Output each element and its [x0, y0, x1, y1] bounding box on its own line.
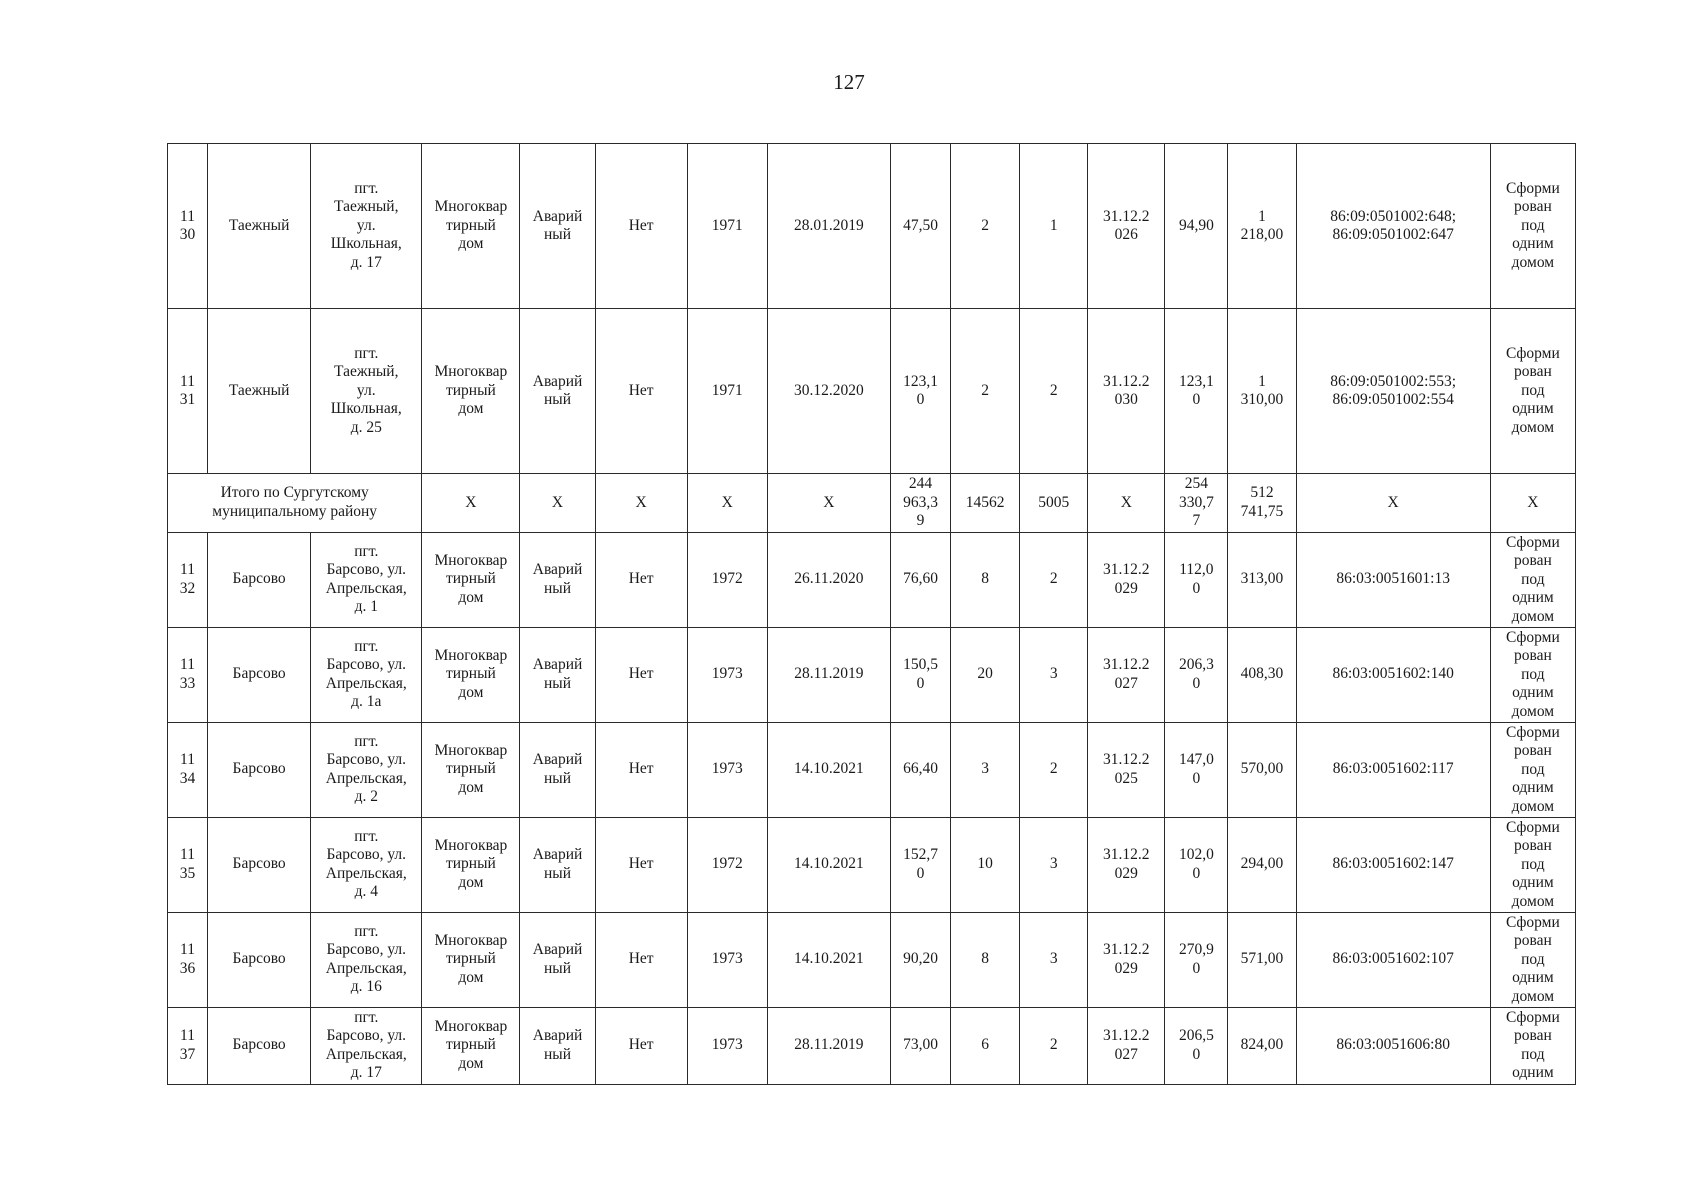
cell-area2: [1165, 627, 1228, 722]
cell-status-text: Аварий ный: [532, 656, 583, 692]
cell-area: [890, 722, 950, 817]
page-number: 127: [833, 70, 865, 94]
cell-year: [687, 627, 767, 722]
cell-id-text: 11 33: [179, 656, 196, 692]
cell-status: [520, 817, 595, 912]
cell-deadline: [1088, 817, 1165, 912]
cell-note: [1490, 722, 1575, 817]
cell-address: [311, 144, 422, 309]
cell-note: [1490, 912, 1575, 1007]
cell-deadline: [1088, 1007, 1165, 1084]
cell-note-text: Сформи рован под одним домом: [1506, 533, 1560, 625]
cell-deadline-text: 31.12.2 029: [1103, 561, 1150, 597]
cell-note-text: Сформи рован под одним домом: [1506, 628, 1560, 720]
cell-flag: [595, 912, 687, 1007]
cell-cadastral-text: 86:03:0051602:147: [1332, 855, 1454, 873]
cell-status-text: Аварий ный: [532, 751, 583, 787]
cell-date-text: 14.10.2021: [794, 855, 864, 873]
cell-address: [311, 627, 422, 722]
cell-cost-text: 1 310,00: [1240, 372, 1284, 408]
table-row: [168, 817, 1576, 912]
cell-id: [168, 532, 208, 627]
cell-status: [520, 309, 595, 474]
cell-address-text: пгт. Таежный, ул. Школьная, д. 17: [330, 179, 402, 271]
cell-count: [1020, 1007, 1088, 1084]
cell-date: [767, 532, 890, 627]
cell-cost-text: 571,00: [1240, 950, 1284, 968]
cell-note: [1490, 1007, 1575, 1084]
cell-area2: [1165, 309, 1228, 474]
cell-area2-text: 206,5 0: [1178, 1027, 1214, 1063]
cell-area: [890, 309, 950, 474]
cell-year-text: 1973: [711, 760, 743, 778]
cell-note: [1490, 144, 1575, 309]
cell-area: [890, 532, 950, 627]
cell-residents-text: 20: [977, 665, 993, 683]
cell-settlement-text: Барсово: [232, 950, 286, 968]
cell-type: [422, 817, 520, 912]
total-cadastral: X: [1296, 474, 1490, 533]
cell-area2: [1165, 817, 1228, 912]
cell-year: [687, 817, 767, 912]
cell-settlement-text: Барсово: [232, 1036, 286, 1054]
cell-cost-text: 1 218,00: [1240, 207, 1284, 243]
cell-id: [168, 817, 208, 912]
cell-settlement: [208, 309, 311, 474]
cell-area2: [1165, 144, 1228, 309]
cell-type-text: Многоквар тирный дом: [434, 1017, 508, 1072]
cell-settlement-text: Таежный: [228, 216, 290, 234]
cell-count: [1020, 722, 1088, 817]
cell-residents-text: 6: [981, 1036, 989, 1054]
cell-flag-text: Нет: [628, 381, 654, 399]
cell-residents-text: 10: [977, 855, 993, 873]
cell-cadastral: [1296, 309, 1490, 474]
cell-cost: [1228, 722, 1296, 817]
cell-count: [1020, 912, 1088, 1007]
cell-area2: [1165, 1007, 1228, 1084]
cell-settlement-text: Барсово: [232, 855, 286, 873]
cell-flag-text: Нет: [628, 760, 654, 778]
cell-date-text: 14.10.2021: [794, 950, 864, 968]
cell-note: [1490, 817, 1575, 912]
cell-count: [1020, 627, 1088, 722]
cell-flag-text: Нет: [628, 855, 654, 873]
cell-note-text: Сформи рован под одним домом: [1506, 179, 1560, 271]
cell-address-text: пгт. Барсово, ул. Апрельская, д. 1: [325, 542, 407, 615]
cell-residents: [951, 309, 1020, 474]
cell-deadline: [1088, 144, 1165, 309]
cell-address-text: пгт. Барсово, ул. Апрельская, д. 2: [325, 732, 407, 805]
cell-status: [520, 722, 595, 817]
cell-date-text: 14.10.2021: [794, 760, 864, 778]
cell-id-text: 11 37: [179, 1027, 196, 1063]
table-row: [168, 309, 1576, 474]
cell-cost: [1228, 309, 1296, 474]
cell-cost-text: 570,00: [1240, 760, 1284, 778]
cell-cost-text: 824,00: [1240, 1036, 1284, 1054]
cell-flag-text: Нет: [628, 216, 654, 234]
cell-id-text: 11 32: [179, 561, 196, 597]
cell-cost: [1228, 1007, 1296, 1084]
cell-address-text: пгт. Таежный, ул. Школьная, д. 25: [330, 344, 402, 436]
housing-registry-table: [167, 143, 1576, 1085]
cell-date: [767, 722, 890, 817]
cell-year: [687, 309, 767, 474]
cell-id: [168, 912, 208, 1007]
cell-type-text: Многоквар тирный дом: [434, 551, 508, 606]
cell-count: [1020, 309, 1088, 474]
cell-count-text: 2: [1049, 381, 1058, 399]
cell-area2: [1165, 722, 1228, 817]
cell-flag-text: Нет: [628, 665, 654, 683]
cell-type-text: Многоквар тирный дом: [434, 741, 508, 796]
total-row: [168, 474, 1576, 533]
cell-area: [890, 627, 950, 722]
cell-year: [687, 144, 767, 309]
cell-count-text: 2: [1049, 760, 1058, 778]
cell-cadastral-text: 86:03:0051602:107: [1332, 950, 1454, 968]
cell-area-text: 123,1 0: [903, 372, 938, 408]
cell-cadastral: [1296, 627, 1490, 722]
cell-status-text: Аварий ный: [532, 207, 583, 243]
cell-residents: [951, 912, 1020, 1007]
cell-id-text: 11 30: [179, 207, 196, 243]
cell-settlement: [208, 532, 311, 627]
total-flag: X: [595, 474, 687, 533]
cell-cadastral: [1296, 1007, 1490, 1084]
total-cost: 512 741,75: [1228, 474, 1296, 533]
cell-note-text: Сформи рован под одним домом: [1506, 818, 1560, 910]
cell-id: [168, 309, 208, 474]
cell-deadline: [1088, 309, 1165, 474]
cell-settlement: [208, 817, 311, 912]
total-area: 244 963,3 9: [890, 474, 950, 533]
cell-date: [767, 627, 890, 722]
cell-address-text: пгт. Барсово, ул. Апрельская, д. 4: [325, 827, 407, 900]
cell-status-text: Аварий ный: [532, 372, 583, 408]
cell-area2-text: 147,0 0: [1178, 751, 1214, 787]
cell-cadastral: [1296, 817, 1490, 912]
total-date: X: [767, 474, 890, 533]
cell-residents: [951, 532, 1020, 627]
cell-count: [1020, 144, 1088, 309]
cell-area-text: 66,40: [903, 760, 938, 778]
table-row: [168, 912, 1576, 1007]
cell-note: [1490, 309, 1575, 474]
cell-type: [422, 1007, 520, 1084]
cell-address: [311, 1007, 422, 1084]
cell-residents: [951, 144, 1020, 309]
total-deadline: X: [1088, 474, 1165, 533]
cell-area2-text: 270,9 0: [1178, 941, 1214, 977]
cell-year: [687, 532, 767, 627]
cell-deadline: [1088, 627, 1165, 722]
cell-flag: [595, 532, 687, 627]
cell-deadline: [1088, 722, 1165, 817]
cell-cadastral-text: 86:09:0501002:553; 86:09:0501002:554: [1330, 372, 1457, 408]
cell-count-text: 2: [1049, 1036, 1058, 1054]
total-note: X: [1490, 474, 1575, 533]
cell-cost: [1228, 627, 1296, 722]
cell-count: [1020, 817, 1088, 912]
cell-year: [687, 912, 767, 1007]
cell-status: [520, 912, 595, 1007]
cell-count-text: 3: [1049, 665, 1058, 683]
cell-cadastral-text: 86:03:0051606:80: [1336, 1036, 1450, 1054]
cell-cost-text: 313,00: [1240, 570, 1284, 588]
cell-note-text: Сформи рован под одним домом: [1506, 723, 1560, 815]
cell-year: [687, 722, 767, 817]
cell-id: [168, 627, 208, 722]
cell-cadastral-text: 86:03:0051602:140: [1332, 665, 1454, 683]
cell-year-text: 1973: [711, 950, 743, 968]
cell-id-text: 11 31: [179, 372, 196, 408]
cell-residents-text: 2: [981, 216, 989, 234]
cell-residents-text: 8: [981, 570, 989, 588]
cell-year-text: 1972: [711, 855, 743, 873]
cell-flag-text: Нет: [628, 1036, 654, 1054]
cell-id-text: 11 34: [179, 751, 196, 787]
cell-address: [311, 532, 422, 627]
cell-count-text: 3: [1049, 950, 1058, 968]
cell-count-text: 3: [1049, 855, 1058, 873]
cell-flag-text: Нет: [628, 950, 654, 968]
cell-address-text: пгт. Барсово, ул. Апрельская, д. 16: [325, 922, 407, 995]
cell-note-text: Сформи рован под одним домом: [1506, 913, 1560, 1005]
cell-area-text: 73,00: [903, 1036, 938, 1054]
cell-type: [422, 627, 520, 722]
cell-flag: [595, 817, 687, 912]
cell-status-text: Аварий ный: [532, 846, 583, 882]
cell-residents: [951, 1007, 1020, 1084]
cell-type: [422, 309, 520, 474]
cell-status: [520, 532, 595, 627]
cell-area2: [1165, 912, 1228, 1007]
cell-status: [520, 627, 595, 722]
cell-settlement: [208, 144, 311, 309]
cell-count-text: 2: [1049, 570, 1058, 588]
cell-area2-text: 206,3 0: [1178, 656, 1214, 692]
cell-note: [1490, 627, 1575, 722]
table-row: [168, 532, 1576, 627]
cell-deadline: [1088, 532, 1165, 627]
cell-settlement-text: Таежный: [228, 381, 290, 399]
cell-count-text: 1: [1049, 216, 1058, 234]
cell-area2-text: 94,90: [1178, 216, 1214, 234]
cell-address-text: пгт. Барсово, ул. Апрельская, д. 17: [325, 1008, 407, 1081]
cell-id-text: 11 35: [179, 846, 196, 882]
cell-year-text: 1971: [711, 381, 743, 399]
total-residents: 14562: [951, 474, 1020, 533]
table-row: [168, 1007, 1576, 1084]
cell-cadastral-text: 86:03:0051602:117: [1332, 760, 1454, 778]
cell-status-text: Аварий ный: [532, 1027, 583, 1063]
cell-id: [168, 1007, 208, 1084]
cell-settlement: [208, 1007, 311, 1084]
cell-date-text: 26.11.2020: [794, 570, 864, 588]
cell-deadline-text: 31.12.2 026: [1103, 207, 1150, 243]
cell-area: [890, 1007, 950, 1084]
cell-status: [520, 144, 595, 309]
cell-area: [890, 144, 950, 309]
cell-residents-text: 2: [981, 381, 989, 399]
cell-note: [1490, 532, 1575, 627]
cell-type: [422, 912, 520, 1007]
table-row: [168, 722, 1576, 817]
cell-cadastral: [1296, 722, 1490, 817]
cell-date: [767, 309, 890, 474]
total-area2: 254 330,7 7: [1165, 474, 1228, 533]
cell-year-text: 1972: [711, 570, 743, 588]
cell-cadastral-text: 86:09:0501002:648; 86:09:0501002:647: [1330, 207, 1457, 243]
cell-settlement: [208, 722, 311, 817]
cell-deadline: [1088, 912, 1165, 1007]
cell-flag: [595, 309, 687, 474]
cell-status-text: Аварий ный: [532, 561, 583, 597]
cell-flag: [595, 144, 687, 309]
cell-address: [311, 817, 422, 912]
cell-deadline-text: 31.12.2 027: [1103, 656, 1150, 692]
cell-type: [422, 144, 520, 309]
cell-id-text: 11 36: [179, 941, 196, 977]
cell-area2-text: 123,1 0: [1178, 372, 1214, 408]
total-label: Итого по Сургутскому муниципальному району: [168, 474, 422, 533]
cell-address-text: пгт. Барсово, ул. Апрельская, д. 1а: [325, 637, 407, 710]
table-row: [168, 144, 1576, 309]
cell-flag: [595, 722, 687, 817]
cell-area2: [1165, 532, 1228, 627]
cell-settlement-text: Барсово: [232, 760, 286, 778]
total-status: X: [520, 474, 595, 533]
cell-cadastral-text: 86:03:0051601:13: [1336, 570, 1450, 588]
cell-type: [422, 532, 520, 627]
cell-area: [890, 912, 950, 1007]
cell-residents: [951, 722, 1020, 817]
total-year: X: [687, 474, 767, 533]
cell-id: [168, 722, 208, 817]
cell-settlement: [208, 627, 311, 722]
cell-residents: [951, 817, 1020, 912]
cell-flag: [595, 1007, 687, 1084]
cell-note-text: Сформи рован под одним домом: [1506, 344, 1560, 436]
cell-cost-text: 294,00: [1240, 855, 1284, 873]
cell-cost: [1228, 817, 1296, 912]
cell-date: [767, 912, 890, 1007]
cell-address: [311, 722, 422, 817]
cell-type-text: Многоквар тирный дом: [434, 646, 508, 701]
cell-area-text: 90,20: [903, 950, 938, 968]
cell-address: [311, 912, 422, 1007]
cell-status: [520, 1007, 595, 1084]
cell-date-text: 30.12.2020: [794, 381, 864, 399]
cell-year-text: 1971: [711, 216, 743, 234]
cell-area-text: 152,7 0: [903, 846, 938, 882]
cell-cadastral: [1296, 144, 1490, 309]
cell-area-text: 47,50: [903, 216, 938, 234]
total-count: 5005: [1020, 474, 1088, 533]
cell-settlement-text: Барсово: [232, 665, 286, 683]
cell-cost-text: 408,30: [1240, 665, 1284, 683]
cell-date-text: 28.11.2019: [794, 1036, 864, 1054]
cell-cost: [1228, 532, 1296, 627]
cell-residents-text: 8: [981, 950, 989, 968]
cell-date: [767, 144, 890, 309]
cell-id: [168, 144, 208, 309]
cell-residents-text: 3: [981, 760, 989, 778]
cell-residents: [951, 627, 1020, 722]
cell-note-text: Сформи рован под одним: [1506, 1008, 1560, 1081]
cell-date: [767, 817, 890, 912]
cell-cost: [1228, 912, 1296, 1007]
cell-flag-text: Нет: [628, 570, 654, 588]
cell-type-text: Многоквар тирный дом: [434, 363, 508, 418]
cell-date: [767, 1007, 890, 1084]
cell-deadline-text: 31.12.2 029: [1103, 941, 1150, 977]
cell-year-text: 1973: [711, 665, 743, 683]
cell-cadastral: [1296, 912, 1490, 1007]
cell-area-text: 76,60: [903, 570, 938, 588]
cell-type-text: Многоквар тирный дом: [434, 198, 508, 253]
cell-count: [1020, 532, 1088, 627]
cell-area-text: 150,5 0: [903, 656, 938, 692]
table-body: [168, 144, 1576, 1085]
cell-type-text: Многоквар тирный дом: [434, 836, 508, 891]
cell-settlement: [208, 912, 311, 1007]
cell-cadastral: [1296, 532, 1490, 627]
cell-deadline-text: 31.12.2 027: [1103, 1027, 1150, 1063]
cell-flag: [595, 627, 687, 722]
cell-deadline-text: 31.12.2 025: [1103, 751, 1150, 787]
cell-date-text: 28.11.2019: [794, 665, 864, 683]
cell-date-text: 28.01.2019: [794, 216, 864, 234]
cell-year: [687, 1007, 767, 1084]
cell-settlement-text: Барсово: [232, 570, 286, 588]
total-type: X: [422, 474, 520, 533]
cell-year-text: 1973: [711, 1036, 743, 1054]
cell-deadline-text: 31.12.2 030: [1103, 372, 1150, 408]
cell-address: [311, 309, 422, 474]
cell-area2-text: 112,0 0: [1179, 561, 1214, 597]
cell-area2-text: 102,0 0: [1178, 846, 1214, 882]
table-row: [168, 627, 1576, 722]
cell-area: [890, 817, 950, 912]
cell-status-text: Аварий ный: [532, 941, 583, 977]
cell-type-text: Многоквар тирный дом: [434, 931, 508, 986]
cell-cost: [1228, 144, 1296, 309]
cell-type: [422, 722, 520, 817]
cell-deadline-text: 31.12.2 029: [1103, 846, 1150, 882]
